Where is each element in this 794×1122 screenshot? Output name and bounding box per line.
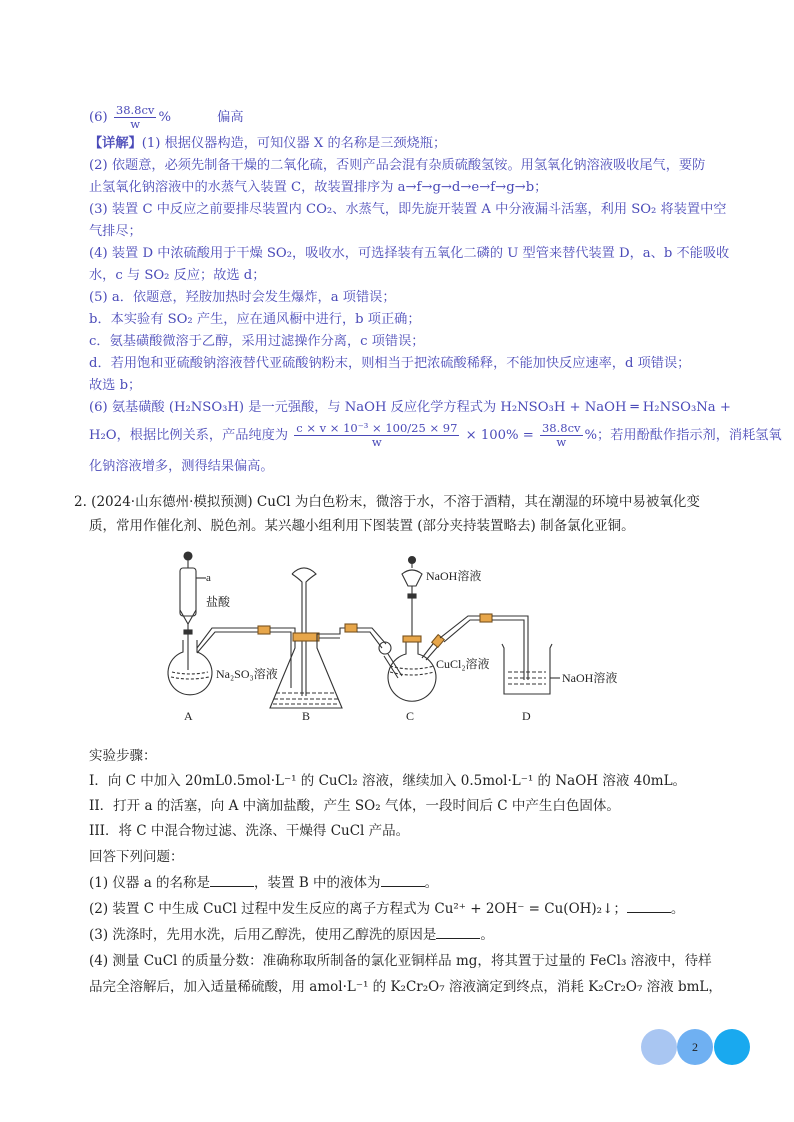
purity-fraction: $\frac{\text{c × v × 10⁻³ × 100/25 × 97}}{w}$	[296, 421, 458, 449]
answer-result: 偏高	[217, 110, 244, 125]
question-2-line-2: 质，常用作催化剂、脱色剂。某兴趣小组利用下图装置 (部分夹持装置略去) 制备氯化亚铜。	[89, 518, 635, 534]
question-4-line-2: 品完全溶解后，加入适量稀硫酸，用 amol·L⁻¹ 的 K₂Cr₂O₇ 溶液滴定到终点，消耗 K₂Cr₂O₇ 溶液 bmL，	[89, 979, 722, 995]
detail-line-7: 水，c 与 SO₂ 反应；故选 d；	[89, 268, 266, 283]
question-1: (1) 仪器 a 的名称是 ，装置 B 中的液体为 。	[89, 875, 439, 891]
page-number-badge	[640, 1028, 752, 1066]
question-2: (2) 装置 C 中生成 CuCl 过程中发生反应的离子方程式为 Cu²⁺ + 2OH⁻ = Cu(OH)₂↓； 。	[89, 901, 685, 917]
label-C: C	[406, 709, 415, 723]
answer-line: (6) $\frac{38.8cv}{w}$ % 偏高	[89, 103, 244, 131]
detail-line-15: 化钠溶液增多，测得结果偏高。	[89, 459, 274, 474]
circle-decor	[714, 1029, 750, 1065]
step-2: II．打开 a 的活塞，向 A 中滴加盐酸，产生 SO₂ 气体，一段时间后 C 中产生白色固体。	[89, 798, 620, 814]
detail-line-8: (5) a．依题意，羟胺加热时会发生爆炸，a 项错误；	[89, 290, 396, 305]
label-naoh-top: NaOH溶液	[426, 569, 482, 583]
detail-line-3: 止氢氧化钠溶液中的水蒸气入装置 C，故装置排序为 a→f→g→d→e→f→g→b；	[89, 180, 548, 195]
label-na2so3: Na₂SO₃溶液	[216, 667, 278, 681]
detail-line-1: 【详解】(1) 根据仪器构造，可知仪器 X 的名称是三颈烧瓶；	[89, 136, 447, 151]
answer-blank	[436, 926, 480, 939]
label-naoh-d: NaOH溶液	[562, 671, 618, 685]
detail-line-12: 故选 b；	[89, 378, 142, 393]
detail-line-14: H₂O，根据比例关系，产品纯度为 $\frac{\text{c × v × 10⁻³ × 100/25 × 97}}{w}$ × 100% = $\frac{38.8cv}{w}$ %；若用酚酞作指示剂，消耗氢氧	[89, 421, 782, 449]
question-3: (3) 洗涤时，先用水洗，后用乙醇洗，使用乙醇洗的原因是 。	[89, 927, 494, 943]
steps-title: 实验步骤：	[89, 748, 157, 764]
detail-line-6: (4) 装置 D 中浓硫酸用于干燥 SO₂，吸收水，可选择装有五氧化二磷的 U 型管来替代装置 D，a、b 不能吸收	[89, 246, 730, 261]
label-B: B	[302, 709, 311, 723]
answer-fraction: $\frac{38.8cv}{w}$	[115, 103, 155, 131]
detail-tag: 【详解】	[89, 136, 142, 151]
detail-line-4: (3) 装置 C 中反应之前要排尽装置内 CO₂、水蒸气，即先旋开装置 A 中分液漏斗活塞，利用 SO₂ 将装置中空	[89, 202, 727, 217]
apparatus-figure	[150, 548, 640, 726]
answer-blank	[381, 874, 425, 887]
answer-label: (6)	[89, 110, 108, 125]
detail-line-11: d．若用饱和亚硫酸钠溶液替代亚硫酸钠粉末，则相当于把浓硫酸稀释，不能加快反应速率，d 项错误；	[89, 356, 691, 371]
circle-decor	[641, 1029, 677, 1065]
step-1: I．向 C 中加入 20mL0.5mol·L⁻¹ 的 CuCl₂ 溶液，继续加入 0.5mol·L⁻¹ 的 NaOH 溶液 40mL。	[89, 773, 687, 789]
detail-line-5: 气排尽；	[89, 224, 142, 239]
answer-blank	[210, 874, 254, 887]
detail-line-10: c．氨基磺酸微溶于乙醇，采用过滤操作分离，c 项错误；	[89, 334, 425, 349]
purity-result-fraction: $\frac{38.8cv}{w}$	[541, 421, 581, 449]
label-D: D	[522, 709, 531, 723]
questions-intro: 回答下列问题：	[89, 849, 184, 865]
detail-line-13: (6) 氨基磺酸 (H₂NSO₃H) 是一元强酸，与 NaOH 反应化学方程式为 H₂NSO₃H + NaOH ═ H₂NSO₃Na +	[89, 400, 731, 415]
answer-blank	[627, 900, 671, 913]
detail-line-2: (2) 依题意，必须先制备干燥的二氧化硫，否则产品会混有杂质硫酸氢铵。用氢氧化钠溶液吸收尾气，要防	[89, 158, 706, 173]
detail-line-9: b．本实验有 SO₂ 产生，应在通风橱中进行，b 项正确；	[89, 312, 421, 327]
label-cucl2: CuCl₂溶液	[436, 657, 490, 671]
label-A: A	[184, 709, 193, 723]
label-hcl: 盐酸	[206, 595, 231, 609]
question-2-line-1: 2. (2024·山东德州·模拟预测) CuCl 为白色粉末，微溶于水，不溶于酒精，其在潮湿的环境中易被氧化变	[74, 494, 700, 510]
step-3: III．将 C 中混合物过滤、洗涤、干燥得 CuCl 产品。	[89, 823, 410, 839]
question-4-line-1: (4) 测量 CuCl 的质量分数：准确称取所制备的氯化亚铜样品 mg，将其置于过量的 FeCl₃ 溶液中，待样	[89, 953, 712, 969]
page-number: 2	[692, 1040, 698, 1054]
label-a: a	[206, 572, 211, 584]
